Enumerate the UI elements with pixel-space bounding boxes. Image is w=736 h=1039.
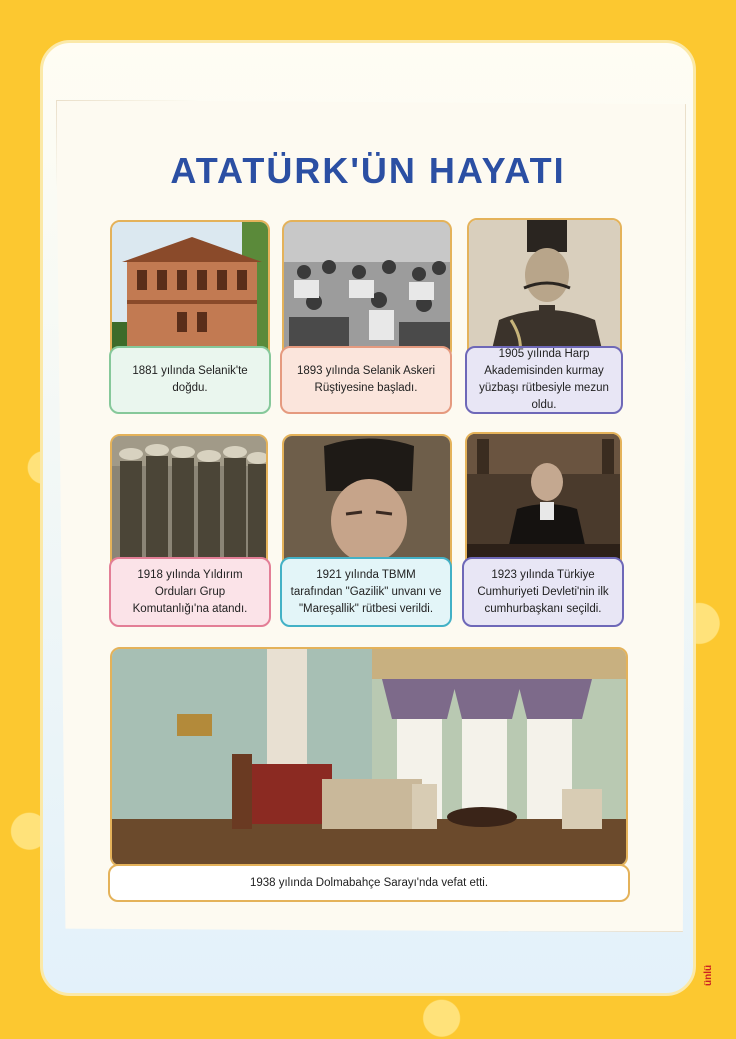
caption-1921: 1921 yılında TBMM tarafından "Gazilik" unvanı ve "Mareşallik" rütbesi verildi. — [280, 557, 452, 627]
publisher-logo: ünlü — [703, 964, 714, 986]
caption-1905: 1905 yılında Harp Akademisinden kurmay yüzbaşı rütbesiyle mezun oldu. — [465, 346, 623, 414]
caption-1923: 1923 yılında Türkiye Cumhuriyeti Devleti'nin ilk cumhurbaşkanı seçildi. — [462, 557, 624, 627]
caption-1893: 1893 yılında Selanik Askeri Rüştiyesine başladı. — [280, 346, 452, 414]
officer-portrait-photo — [467, 218, 622, 360]
kalpak-portrait-photo — [282, 434, 452, 574]
caption-1918: 1918 yılında Yıldırım Orduları Grup Komutanlığı'na atandı. — [109, 557, 271, 627]
assembly-speech-photo — [465, 432, 622, 574]
soldiers-group-photo — [110, 434, 268, 574]
birth-house-photo — [110, 220, 270, 360]
caption-1881: 1881 yılında Selanik'te doğdu. — [109, 346, 271, 414]
page-title: ATATÜRK'ÜN HAYATI — [170, 150, 566, 191]
classroom-photo — [282, 220, 452, 360]
palace-room-photo — [110, 647, 628, 867]
caption-1938: 1938 yılında Dolmabahçe Sarayı'nda vefat etti. — [108, 864, 630, 902]
